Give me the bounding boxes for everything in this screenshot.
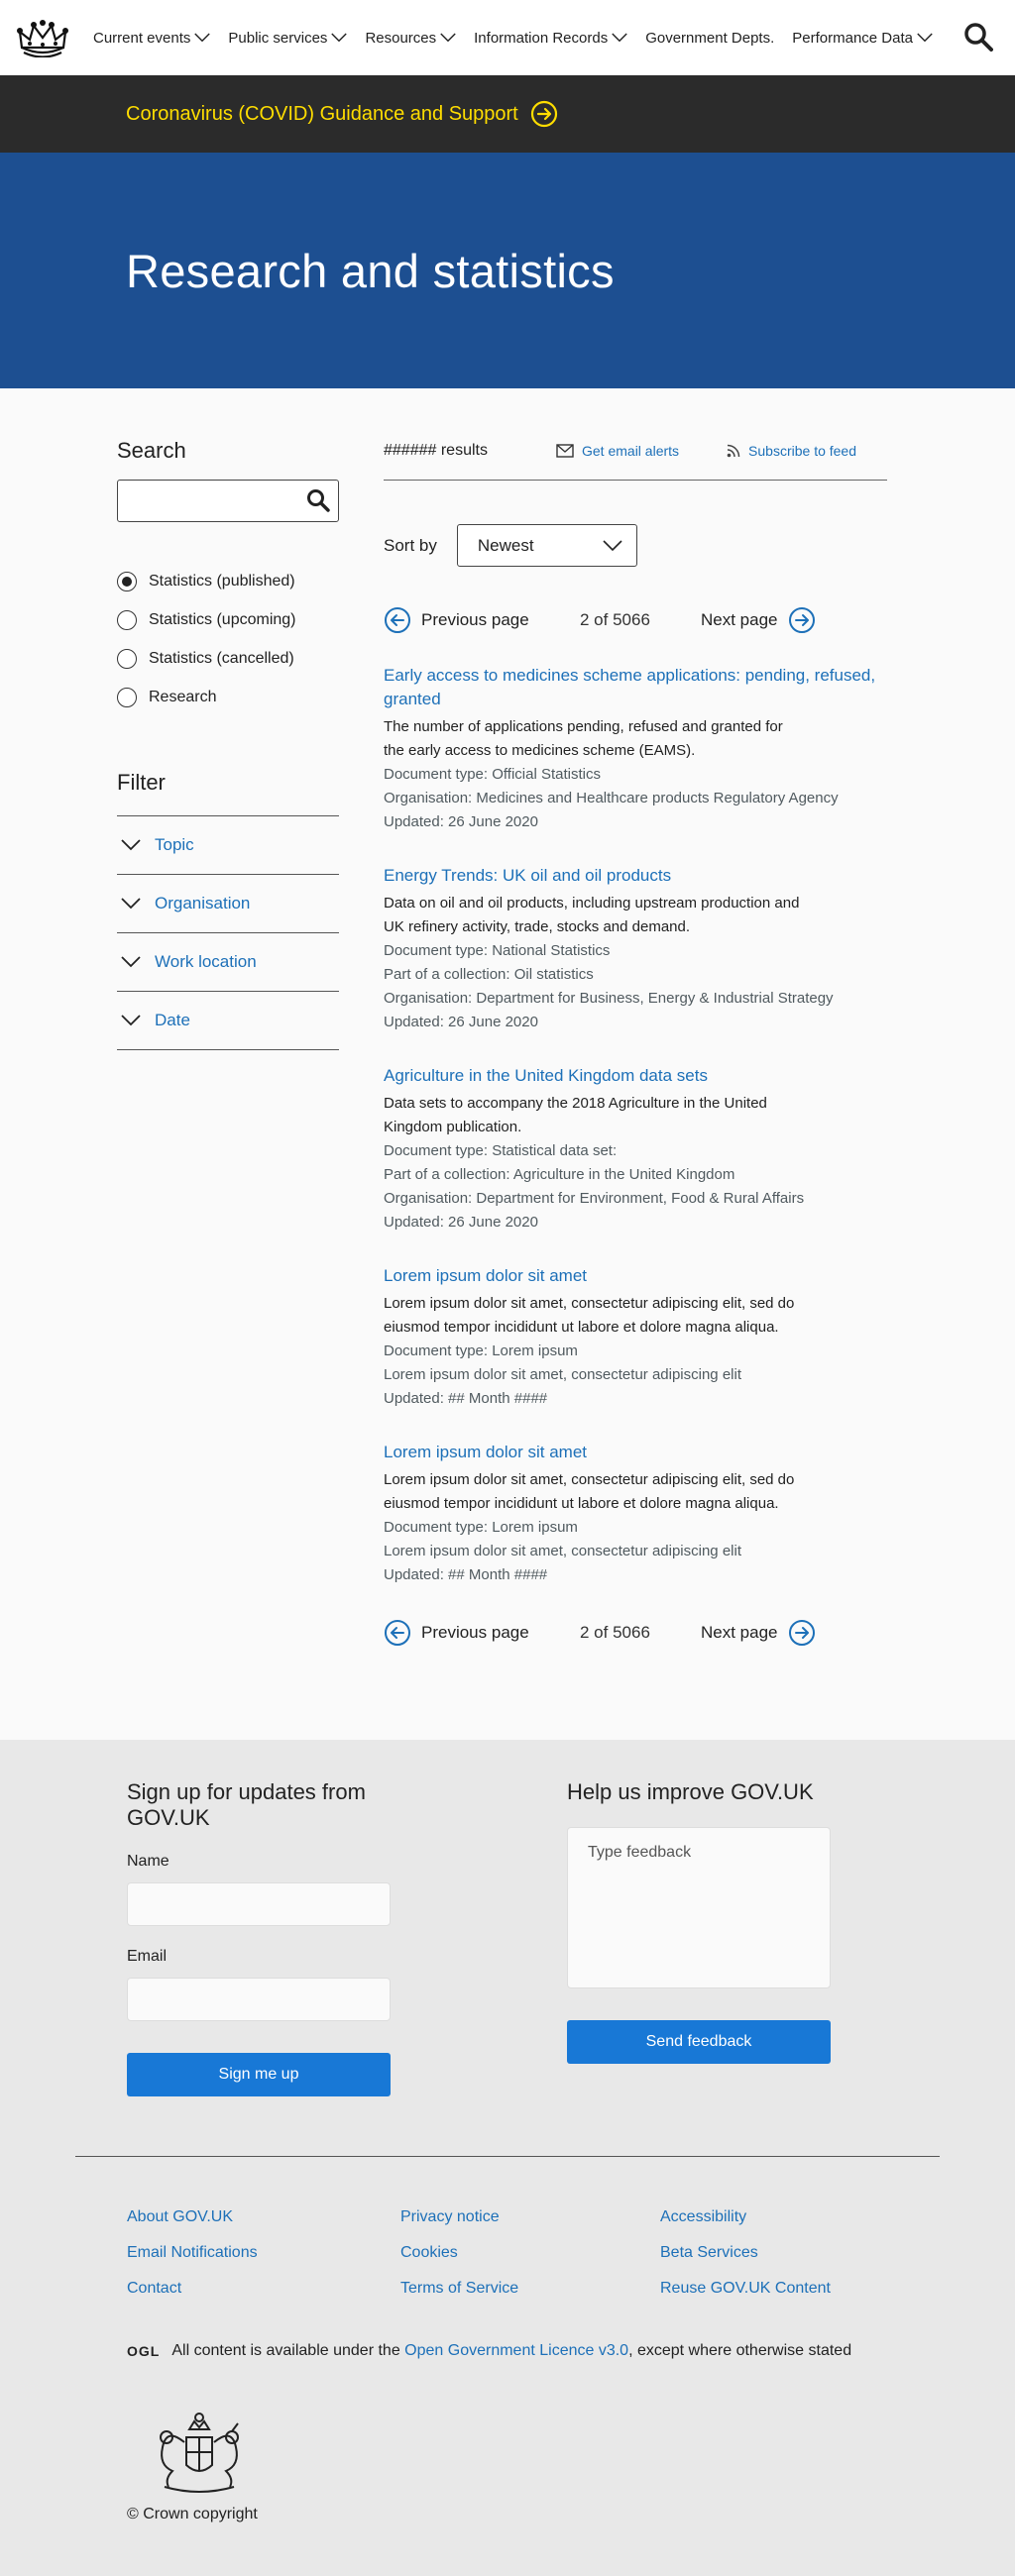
arrow-right-circle-icon[interactable] — [788, 606, 816, 634]
result-meta: Organisation: Department for Environment, Food & Rural Affairs — [384, 1190, 805, 1207]
feedback-textarea[interactable]: Type feedback — [567, 1827, 831, 1988]
result-description: Data sets to accompany the 2018 Agriculture in the United Kingdom publication. — [384, 1095, 767, 1135]
radio-option[interactable] — [117, 678, 339, 716]
page-count: 2 of 5066 — [580, 610, 650, 629]
result-meta: Updated: 26 June 2020 — [384, 1214, 538, 1231]
result-description: Data on oil and oil products, including upstream production and UK refinery activity, trade, stocks and demand. — [384, 895, 800, 935]
footer-link-column — [400, 2207, 658, 2314]
result-description: The number of applications pending, refused and granted for the early access to medicines scheme (EAMS). — [384, 718, 783, 759]
result-meta: Lorem ipsum dolor sit amet, consectetur adipiscing elit — [384, 1543, 741, 1559]
nav-item[interactable] — [93, 30, 210, 47]
result-meta: Organisation: Medicines and Healthcare products Regulatory Agency — [384, 790, 839, 806]
arrow-right-circle-icon[interactable] — [530, 100, 558, 128]
nav-item-label[interactable]: Information Records — [474, 29, 609, 47]
result-meta: Part of a collection: Agriculture in the United Kingdom — [384, 1166, 735, 1183]
radio-button[interactable] — [117, 649, 137, 669]
email-alerts-label[interactable]: Get email alerts — [582, 443, 680, 459]
covid-banner[interactable] — [0, 75, 1015, 153]
rss-feed-icon — [727, 444, 740, 458]
footer-link[interactable]: About GOV.UK — [127, 2208, 234, 2225]
sign-me-up-button[interactable]: Sign me up — [127, 2053, 391, 2096]
licence-text-pre: All content is available under the — [171, 2342, 400, 2359]
footer-link[interactable]: Privacy notice — [400, 2208, 500, 2225]
footer-forms — [0, 1740, 1015, 2156]
footer-link-column — [660, 2207, 918, 2314]
result-meta: Document type: Statistical data set: — [384, 1142, 618, 1159]
licence-statement — [127, 2342, 851, 2360]
crown-copyright: © Crown copyright — [127, 2506, 258, 2522]
sort-control — [384, 524, 887, 567]
result-meta: Updated: ## Month #### — [384, 1566, 548, 1583]
nav-item[interactable] — [228, 30, 347, 47]
chevron-down-icon — [121, 898, 141, 910]
nav-item[interactable] — [474, 30, 627, 47]
nav-item-label[interactable]: Public services — [228, 29, 328, 47]
ogl-logo: OGL — [127, 2343, 161, 2359]
send-feedback-button[interactable]: Send feedback — [567, 2020, 831, 2064]
result-description: Lorem ipsum dolor sit amet, consectetur adipiscing elit, sed do eiusmod tempor incididunt ut labore et dolore magna aliqua. — [384, 1471, 795, 1512]
signup-form — [127, 1779, 395, 2096]
name-input[interactable] — [128, 1883, 390, 1925]
subscribe-feed-link[interactable] — [727, 443, 856, 459]
radio-dot — [122, 577, 132, 587]
result-meta: Document type: Lorem ipsum — [384, 1519, 578, 1536]
chevron-down-icon — [917, 33, 933, 43]
radio-label[interactable]: Statistics (upcoming) — [149, 610, 296, 628]
result-meta: Document type: Lorem ipsum — [384, 1342, 578, 1359]
previous-page-link[interactable] — [384, 1619, 580, 1647]
radio-option[interactable] — [117, 562, 339, 600]
next-page-label[interactable]: Next page — [701, 1623, 778, 1642]
chevron-down-icon — [121, 839, 141, 851]
footer-link[interactable]: Reuse GOV.UK Content — [660, 2280, 831, 2297]
chevron-down-icon — [603, 540, 622, 552]
filter-label[interactable]: Date — [155, 1011, 190, 1029]
email-alerts-link[interactable] — [556, 443, 679, 459]
radio-label[interactable]: Statistics (cancelled) — [149, 649, 294, 667]
filter-heading: Filter — [117, 770, 166, 795]
filter-toggle[interactable] — [117, 816, 339, 875]
filter-toggle[interactable] — [117, 933, 339, 992]
results-column — [384, 438, 887, 1649]
page-title: Research and statistics — [126, 244, 615, 297]
subscribe-feed-label[interactable]: Subscribe to feed — [748, 443, 857, 459]
results-bar — [384, 438, 887, 468]
radio-button[interactable] — [117, 610, 137, 630]
result-meta: Updated: ## Month #### — [384, 1390, 548, 1407]
feedback-form — [567, 1779, 835, 2064]
chevron-down-icon — [121, 1015, 141, 1026]
footer-link[interactable]: Beta Services — [660, 2244, 758, 2261]
next-page-link[interactable] — [701, 1619, 816, 1647]
result-title-link[interactable]: Lorem ipsum dolor sit amet — [384, 1266, 588, 1285]
result-meta: Updated: 26 June 2020 — [384, 1014, 538, 1030]
licence-text-post: , except where otherwise stated — [628, 2342, 852, 2359]
chevron-down-icon — [612, 33, 627, 43]
previous-page-label[interactable]: Previous page — [421, 610, 529, 629]
result-item — [384, 664, 887, 834]
feedback-heading: Help us improve GOV.UK — [567, 1779, 814, 1804]
arrow-left-circle-icon[interactable] — [384, 606, 411, 634]
result-title-link[interactable]: Early access to medicines scheme applications: pending, refused, granted — [384, 666, 876, 708]
footer-link[interactable]: Accessibility — [660, 2208, 747, 2225]
sidebar — [117, 438, 339, 1050]
results-count: ###### results — [384, 442, 488, 459]
arrow-right-circle-icon[interactable] — [788, 1619, 816, 1647]
chevron-down-icon — [121, 956, 141, 968]
result-meta: Document type: Official Statistics — [384, 766, 601, 783]
chevron-down-icon — [331, 33, 347, 43]
result-item — [384, 1264, 887, 1411]
hero-banner — [0, 153, 1015, 388]
site-footer — [0, 2156, 1015, 2576]
footer-divider — [75, 2156, 940, 2157]
nav-item-label[interactable]: Current events — [93, 29, 191, 47]
result-title-link[interactable]: Lorem ipsum dolor sit amet — [384, 1443, 588, 1461]
previous-page-link[interactable] — [384, 606, 580, 634]
footer-link-column — [127, 2207, 385, 2314]
chevron-down-icon — [440, 33, 456, 43]
next-page-link[interactable] — [701, 606, 816, 634]
filter-label[interactable]: Topic — [155, 835, 194, 854]
sort-select[interactable] — [457, 524, 637, 567]
name-label: Name — [127, 1853, 169, 1870]
licence-link[interactable]: Open Government Licence v3.0 — [404, 2342, 629, 2359]
divider — [384, 480, 887, 481]
radio-option[interactable] — [117, 639, 339, 678]
royal-coat-of-arms-icon — [145, 2408, 254, 2497]
result-meta: Part of a collection: Oil statistics — [384, 966, 594, 983]
radio-button-selected[interactable] — [117, 572, 137, 591]
pagination-bottom — [384, 1617, 887, 1649]
search-icon[interactable] — [963, 22, 993, 52]
nav-item-label[interactable]: Performance Data — [792, 29, 913, 47]
site-header — [0, 0, 1015, 75]
email-field[interactable] — [127, 1978, 391, 2021]
filter-label[interactable]: Work location — [155, 952, 257, 971]
result-item — [384, 864, 887, 1034]
filter-toggle[interactable] — [117, 875, 339, 933]
name-field[interactable] — [127, 1882, 391, 1926]
radio-label[interactable]: Statistics (published) — [149, 572, 295, 590]
nav-item-label[interactable]: Government Depts. — [645, 29, 775, 47]
envelope-icon — [556, 444, 574, 458]
signup-heading: Sign up for updates from GOV.UK — [127, 1779, 366, 1830]
sort-selected-value: Newest — [477, 535, 534, 555]
page-count: 2 of 5066 — [580, 1623, 650, 1642]
nav-item[interactable] — [645, 30, 774, 47]
radio-option[interactable] — [117, 600, 339, 639]
filter-list — [117, 815, 339, 1050]
footer-link[interactable]: Terms of Service — [400, 2280, 519, 2297]
arrow-left-circle-icon[interactable] — [384, 1619, 411, 1647]
nav-item[interactable] — [792, 30, 933, 47]
footer-link[interactable]: Contact — [127, 2280, 182, 2297]
pagination-top — [384, 604, 887, 636]
result-meta: Document type: National Statistics — [384, 942, 611, 959]
search-input[interactable] — [118, 481, 296, 520]
result-item — [384, 1064, 887, 1234]
previous-page-label[interactable]: Previous page — [421, 1623, 529, 1642]
covid-banner-link[interactable]: Coronavirus (COVID) Guidance and Support — [126, 102, 518, 125]
footer-link[interactable]: Cookies — [400, 2244, 458, 2261]
nav-item[interactable] — [365, 30, 456, 47]
email-input[interactable] — [128, 1979, 390, 2020]
filter-label[interactable]: Organisation — [155, 894, 251, 912]
sort-label: Sort by — [384, 535, 437, 555]
search-heading: Search — [117, 438, 186, 463]
result-title-link[interactable]: Agriculture in the United Kingdom data sets — [384, 1066, 708, 1085]
chevron-down-icon — [194, 33, 210, 43]
next-page-label[interactable]: Next page — [701, 610, 778, 629]
filter-toggle[interactable] — [117, 992, 339, 1050]
results-list — [384, 664, 887, 1587]
main-content — [0, 388, 1015, 1740]
result-meta: Organisation: Department for Business, Energy & Industrial Strategy — [384, 990, 834, 1007]
nav-item-label[interactable]: Resources — [365, 29, 437, 47]
result-description: Lorem ipsum dolor sit amet, consectetur adipiscing elit, sed do eiusmod tempor incididunt ut labore et dolore magna aliqua. — [384, 1295, 795, 1336]
statistics-type-options — [117, 562, 339, 716]
crown-logo-icon[interactable] — [16, 18, 69, 57]
radio-label[interactable]: Research — [149, 688, 217, 705]
result-title-link[interactable]: Energy Trends: UK oil and oil products — [384, 866, 672, 885]
search-field[interactable] — [117, 480, 339, 522]
search-icon[interactable] — [306, 488, 330, 512]
radio-button[interactable] — [117, 688, 137, 707]
result-meta: Lorem ipsum dolor sit amet, consectetur adipiscing elit — [384, 1366, 741, 1383]
footer-link[interactable]: Email Notifications — [127, 2244, 258, 2261]
email-label: Email — [127, 1948, 168, 1965]
result-item — [384, 1441, 887, 1587]
main-nav — [93, 30, 943, 47]
result-meta: Updated: 26 June 2020 — [384, 813, 538, 830]
